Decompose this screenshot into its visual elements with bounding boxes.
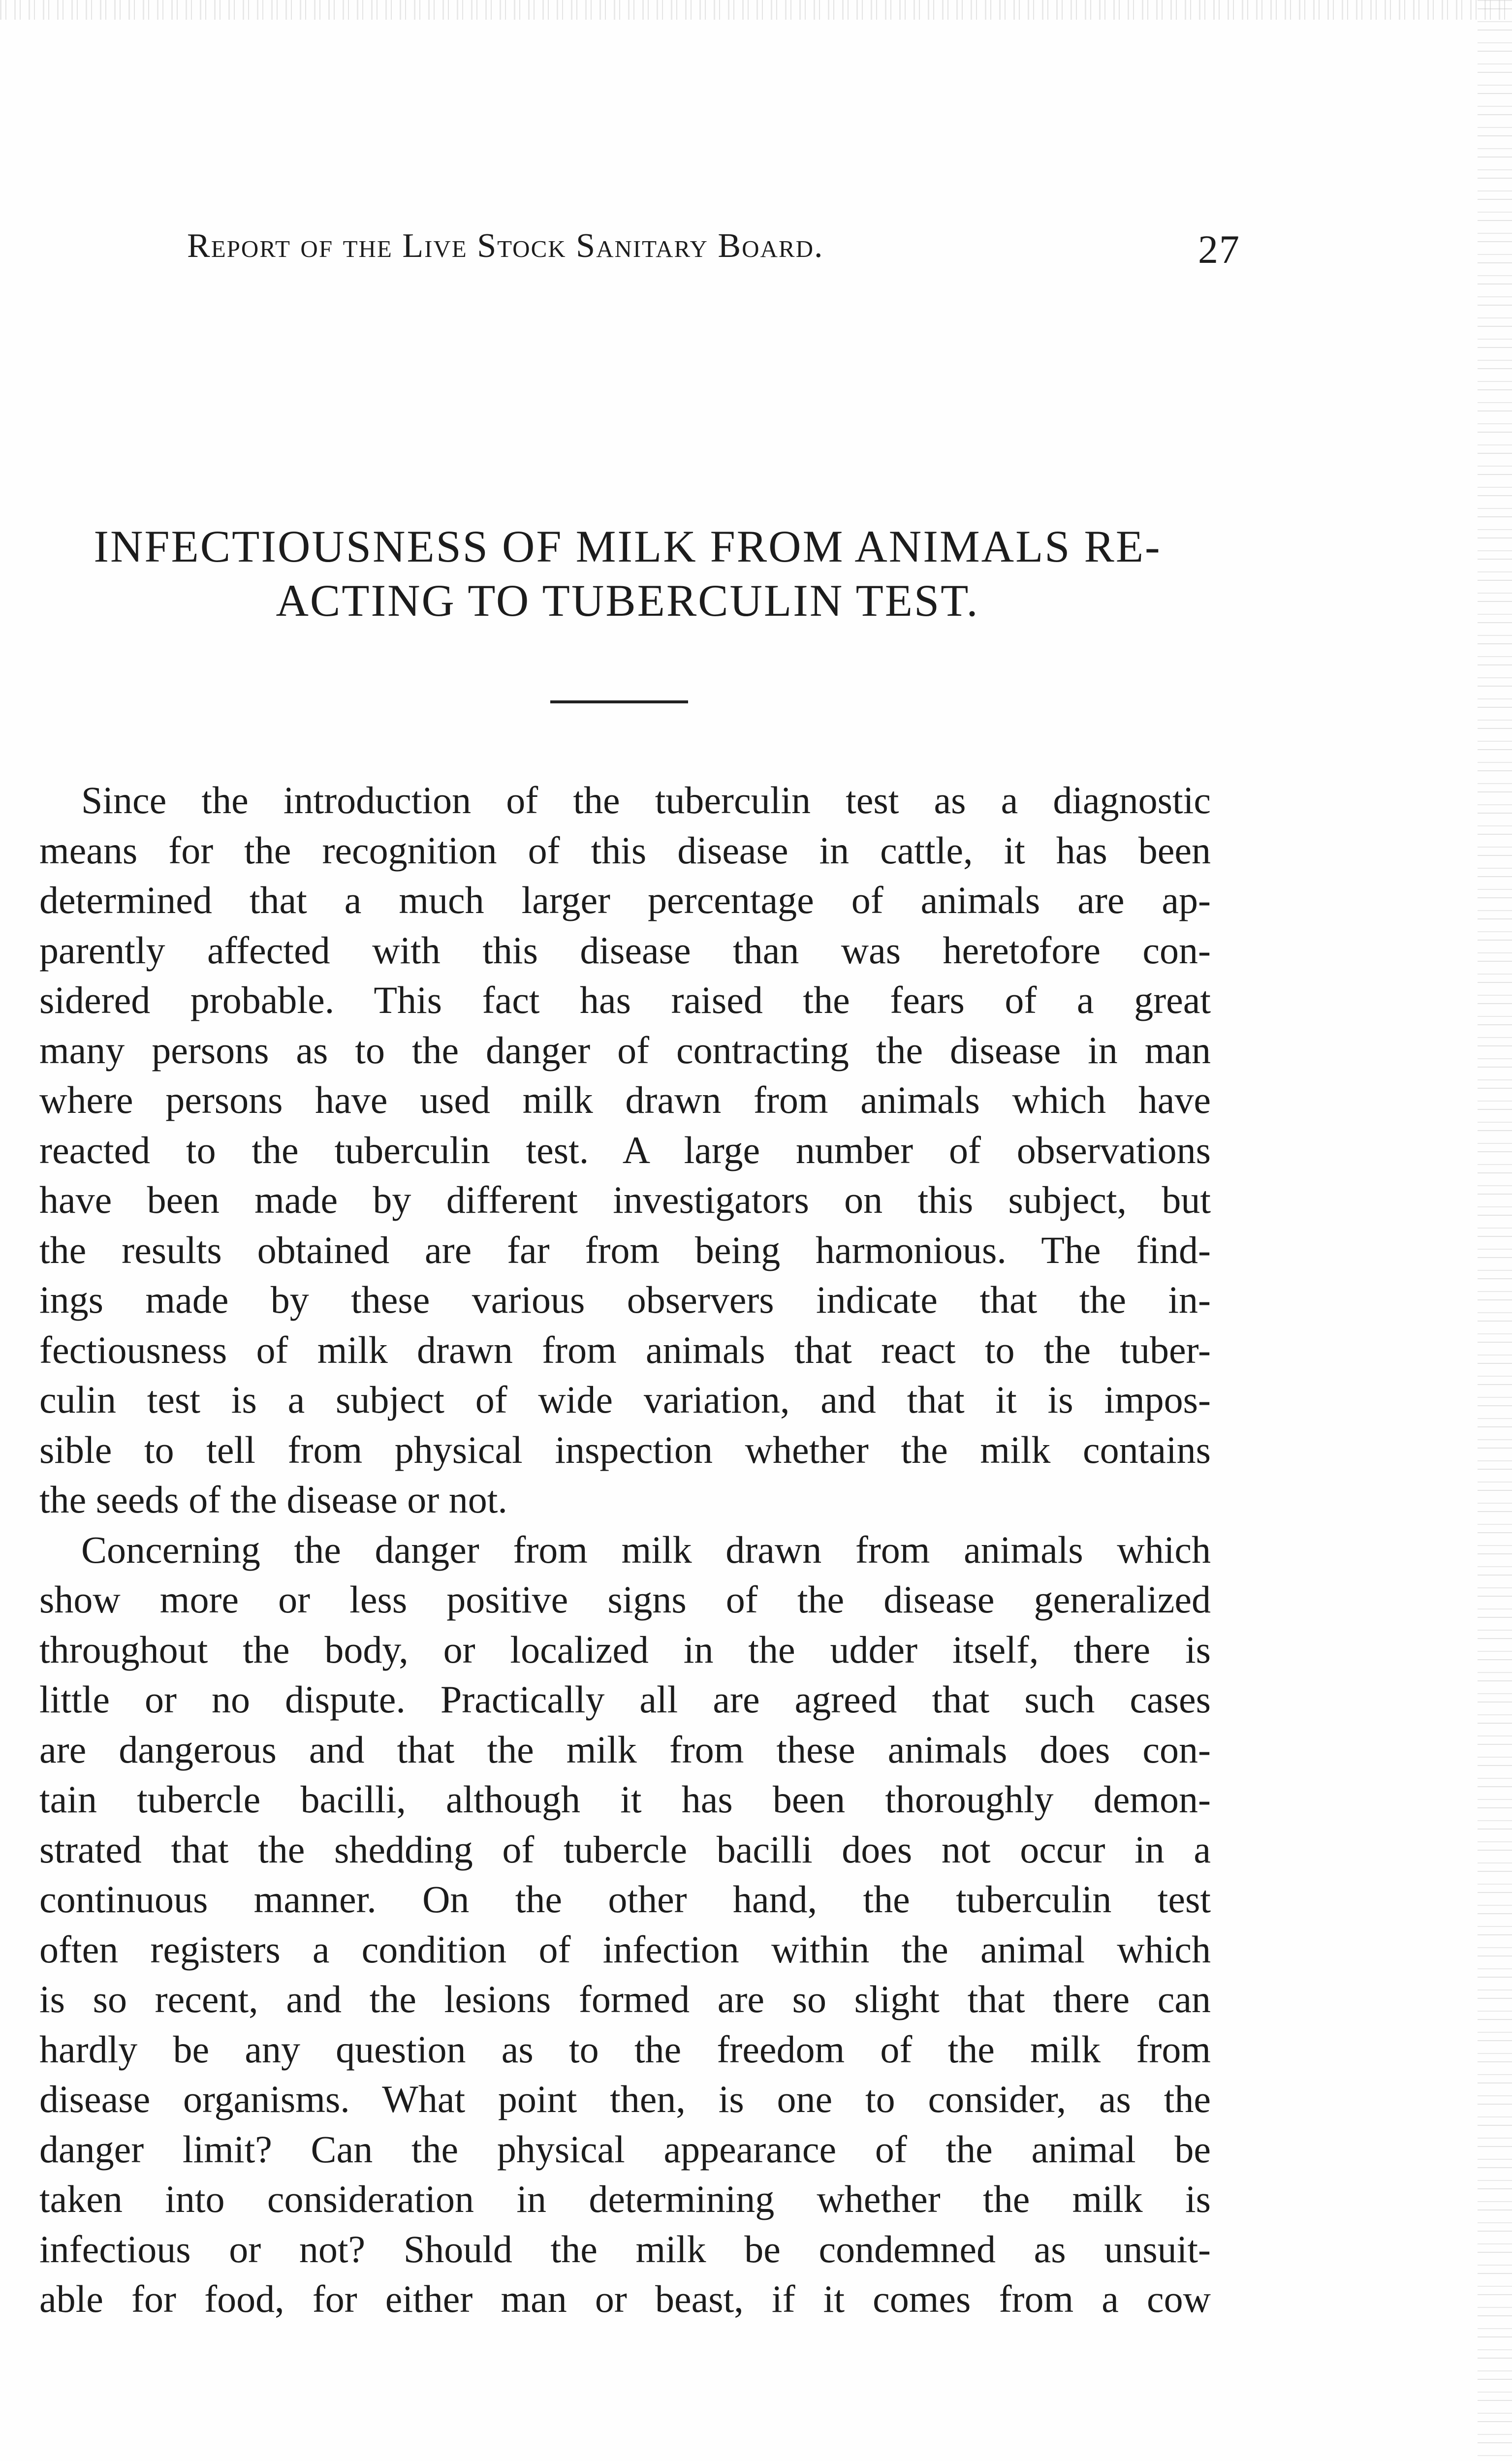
scan-noise-top [0, 0, 1512, 20]
text-line: disease organisms. What point then, is one to consider, as the [39, 2078, 1211, 2120]
text-line: tain tubercle bacilli, although it has been thoroughly demon- [39, 1778, 1211, 1821]
article-title-line-1: INFECTIOUSNESS OF MILK FROM ANIMALS RE- [94, 521, 1162, 571]
text-line: infectious or not? Should the milk be condemned as unsuit- [39, 2227, 1211, 2271]
article-title-line-2: ACTING TO TUBERCULIN TEST. [276, 575, 979, 626]
text-line: reacted to the tuberculin test. A large number of observations [39, 1128, 1211, 1171]
text-line: little or no dispute. Practically all are agreed that such cases [39, 1678, 1211, 1721]
article-title [30, 519, 1226, 628]
running-title: Report of the Live Stock Sanitary Board. [187, 227, 824, 265]
text-line: are dangerous and that the milk from these animals does con- [39, 1728, 1211, 1771]
text-line: able for food, for either man or beast, if it comes from a cow [39, 2277, 1211, 2320]
text-line: have been made by different investigators on this subject, but [39, 1178, 1211, 1221]
text-line: the results obtained are far from being harmonious. The find- [39, 1228, 1211, 1271]
scan-noise-right [1478, 0, 1512, 2461]
text-line: sible to tell from physical inspection whether the milk contains [39, 1428, 1211, 1471]
text-line: where persons have used milk drawn from animals which have [39, 1078, 1211, 1121]
text-line: strated that the shedding of tubercle bacilli does not occur in a [39, 1828, 1211, 1871]
text-line: sidered probable. This fact has raised the fears of a great [39, 978, 1211, 1021]
text-line: throughout the body, or localized in the udder itself, there is [39, 1628, 1211, 1671]
text-line: determined that a much larger percentage of animals are ap- [39, 879, 1211, 921]
text-line: danger limit? Can the physical appearance of the animal be [39, 2127, 1211, 2171]
text-line: often registers a condition of infection within the animal which [39, 1927, 1211, 1971]
text-line: parently affected with this disease than was heretofore con- [39, 928, 1211, 972]
text-line: hardly be any question as to the freedom of the milk from [39, 2027, 1211, 2071]
text-line: many persons as to the danger of contracting the disease in man [39, 1028, 1211, 1072]
running-header [187, 226, 1240, 285]
text-line: means for the recognition of this disease in cattle, it has been [39, 828, 1211, 872]
text-line: is so recent, and the lesions formed are so slight that there can [39, 1978, 1211, 2020]
text-line: Concerning the danger from milk drawn from animals which [81, 1528, 1211, 1571]
page-number: 27 [1198, 227, 1240, 272]
title-rule [550, 700, 688, 703]
text-line: fectiousness of milk drawn from animals that react to the tuber- [39, 1328, 1211, 1371]
text-line: taken into consideration in determining whether the milk is [39, 2177, 1211, 2220]
text-line: show more or less positive signs of the disease generalized [39, 1578, 1211, 1621]
article-body [39, 775, 1211, 2324]
paragraph-2 [39, 1525, 1211, 2324]
text-line: culin test is a subject of wide variation, and that it is impos- [39, 1378, 1211, 1421]
text-line: continuous manner. On the other hand, the tuberculin test [39, 1878, 1211, 1921]
text-line: ings made by these various observers indicate that the in- [39, 1278, 1211, 1321]
paragraph-1 [39, 775, 1211, 1525]
text-line: Since the introduction of the tuberculin test as a diagnostic [81, 779, 1211, 821]
text-line: the seeds of the disease or not. [39, 1478, 507, 1521]
